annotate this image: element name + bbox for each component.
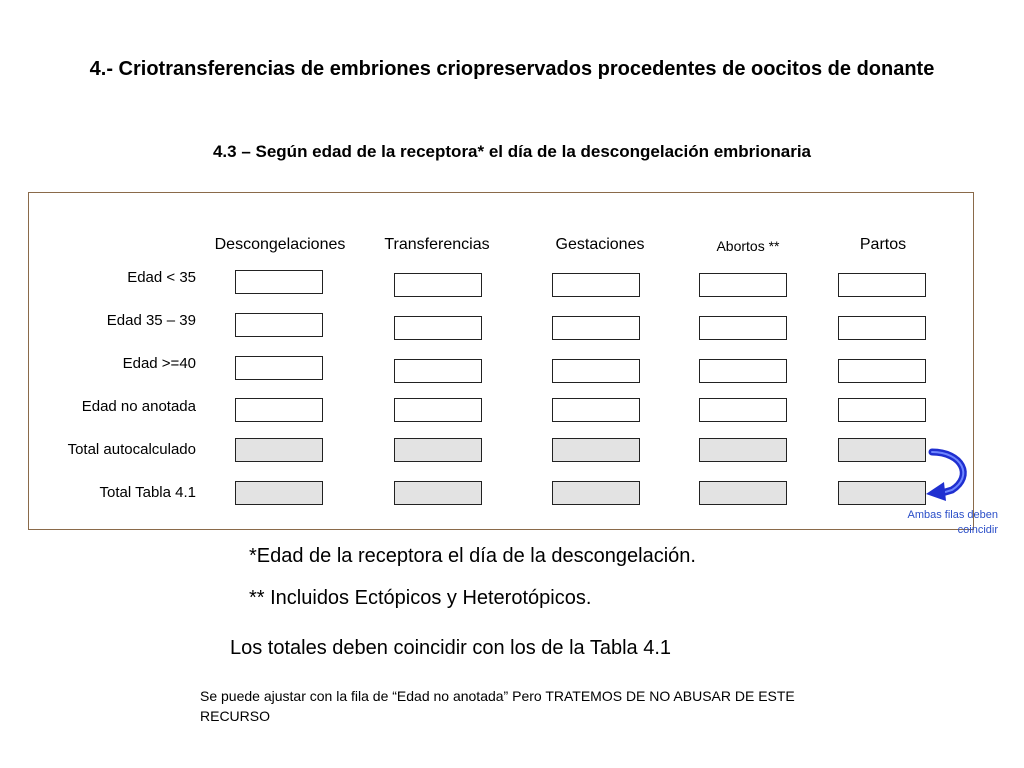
input-under35-partos[interactable] bbox=[838, 273, 926, 297]
input-40plus-transferencias[interactable] bbox=[394, 359, 482, 383]
callout-line-1: Ambas filas deben bbox=[907, 509, 998, 521]
input-40plus-partos[interactable] bbox=[838, 359, 926, 383]
page-title: 4.- Criotransferencias de embriones criopreservados procedentes de oocitos de donante bbox=[89, 58, 935, 80]
note-age: *Edad de la receptora el día de la descongelación. bbox=[249, 545, 696, 567]
input-noage-gestaciones[interactable] bbox=[552, 398, 640, 422]
row-label-40-plus: Edad >=40 bbox=[122, 355, 196, 372]
note-totals: Los totales deben coincidir con los de la Tabla 4.1 bbox=[230, 637, 672, 659]
input-40plus-abortos[interactable] bbox=[699, 359, 787, 383]
total-table-descongelaciones bbox=[235, 481, 323, 505]
input-35-39-gestaciones[interactable] bbox=[552, 316, 640, 340]
input-under35-descongelaciones[interactable] bbox=[235, 270, 323, 294]
column-header-abortos: Abortos ** bbox=[716, 238, 780, 254]
row-label-no-age: Edad no anotada bbox=[81, 398, 196, 415]
input-under35-abortos[interactable] bbox=[699, 273, 787, 297]
input-under35-transferencias[interactable] bbox=[394, 273, 482, 297]
section-subtitle: 4.3 – Según edad de la receptora* el día de la descongelación embrionaria bbox=[212, 142, 812, 161]
input-noage-abortos[interactable] bbox=[699, 398, 787, 422]
input-noage-descongelaciones[interactable] bbox=[235, 398, 323, 422]
curved-arrow-icon bbox=[922, 446, 974, 502]
total-table-gestaciones bbox=[552, 481, 640, 505]
input-noage-transferencias[interactable] bbox=[394, 398, 482, 422]
input-35-39-descongelaciones[interactable] bbox=[235, 313, 323, 337]
column-header-gestaciones: Gestaciones bbox=[555, 236, 645, 253]
total-auto-transferencias bbox=[394, 438, 482, 462]
input-under35-gestaciones[interactable] bbox=[552, 273, 640, 297]
total-auto-descongelaciones bbox=[235, 438, 323, 462]
note-abortions: ** Incluidos Ectópicos y Heterotópicos. bbox=[249, 587, 592, 609]
input-40plus-gestaciones[interactable] bbox=[552, 359, 640, 383]
column-header-transferencias: Transferencias bbox=[384, 236, 490, 253]
row-label-35-39: Edad 35 – 39 bbox=[106, 312, 196, 329]
note-adjust: Se puede ajustar con la fila de “Edad no anotada” Pero TRATEMOS DE NO ABUSAR DE ESTE RECURSO bbox=[200, 688, 795, 724]
input-35-39-transferencias[interactable] bbox=[394, 316, 482, 340]
column-header-descongelaciones: Descongelaciones bbox=[214, 236, 346, 253]
total-table-transferencias bbox=[394, 481, 482, 505]
total-auto-gestaciones bbox=[552, 438, 640, 462]
column-header-partos: Partos bbox=[859, 236, 907, 253]
callout-note bbox=[860, 508, 998, 538]
input-40plus-descongelaciones[interactable] bbox=[235, 356, 323, 380]
total-auto-abortos bbox=[699, 438, 787, 462]
input-noage-partos[interactable] bbox=[838, 398, 926, 422]
total-table-abortos bbox=[699, 481, 787, 505]
total-table-partos bbox=[838, 481, 926, 505]
input-35-39-partos[interactable] bbox=[838, 316, 926, 340]
input-35-39-abortos[interactable] bbox=[699, 316, 787, 340]
callout-line-2: coincidir bbox=[957, 524, 998, 536]
total-auto-partos bbox=[838, 438, 926, 462]
row-label-under-35: Edad < 35 bbox=[127, 269, 196, 286]
row-label-total-auto: Total autocalculado bbox=[67, 441, 196, 458]
row-label-total-table: Total Tabla 4.1 bbox=[99, 484, 196, 501]
